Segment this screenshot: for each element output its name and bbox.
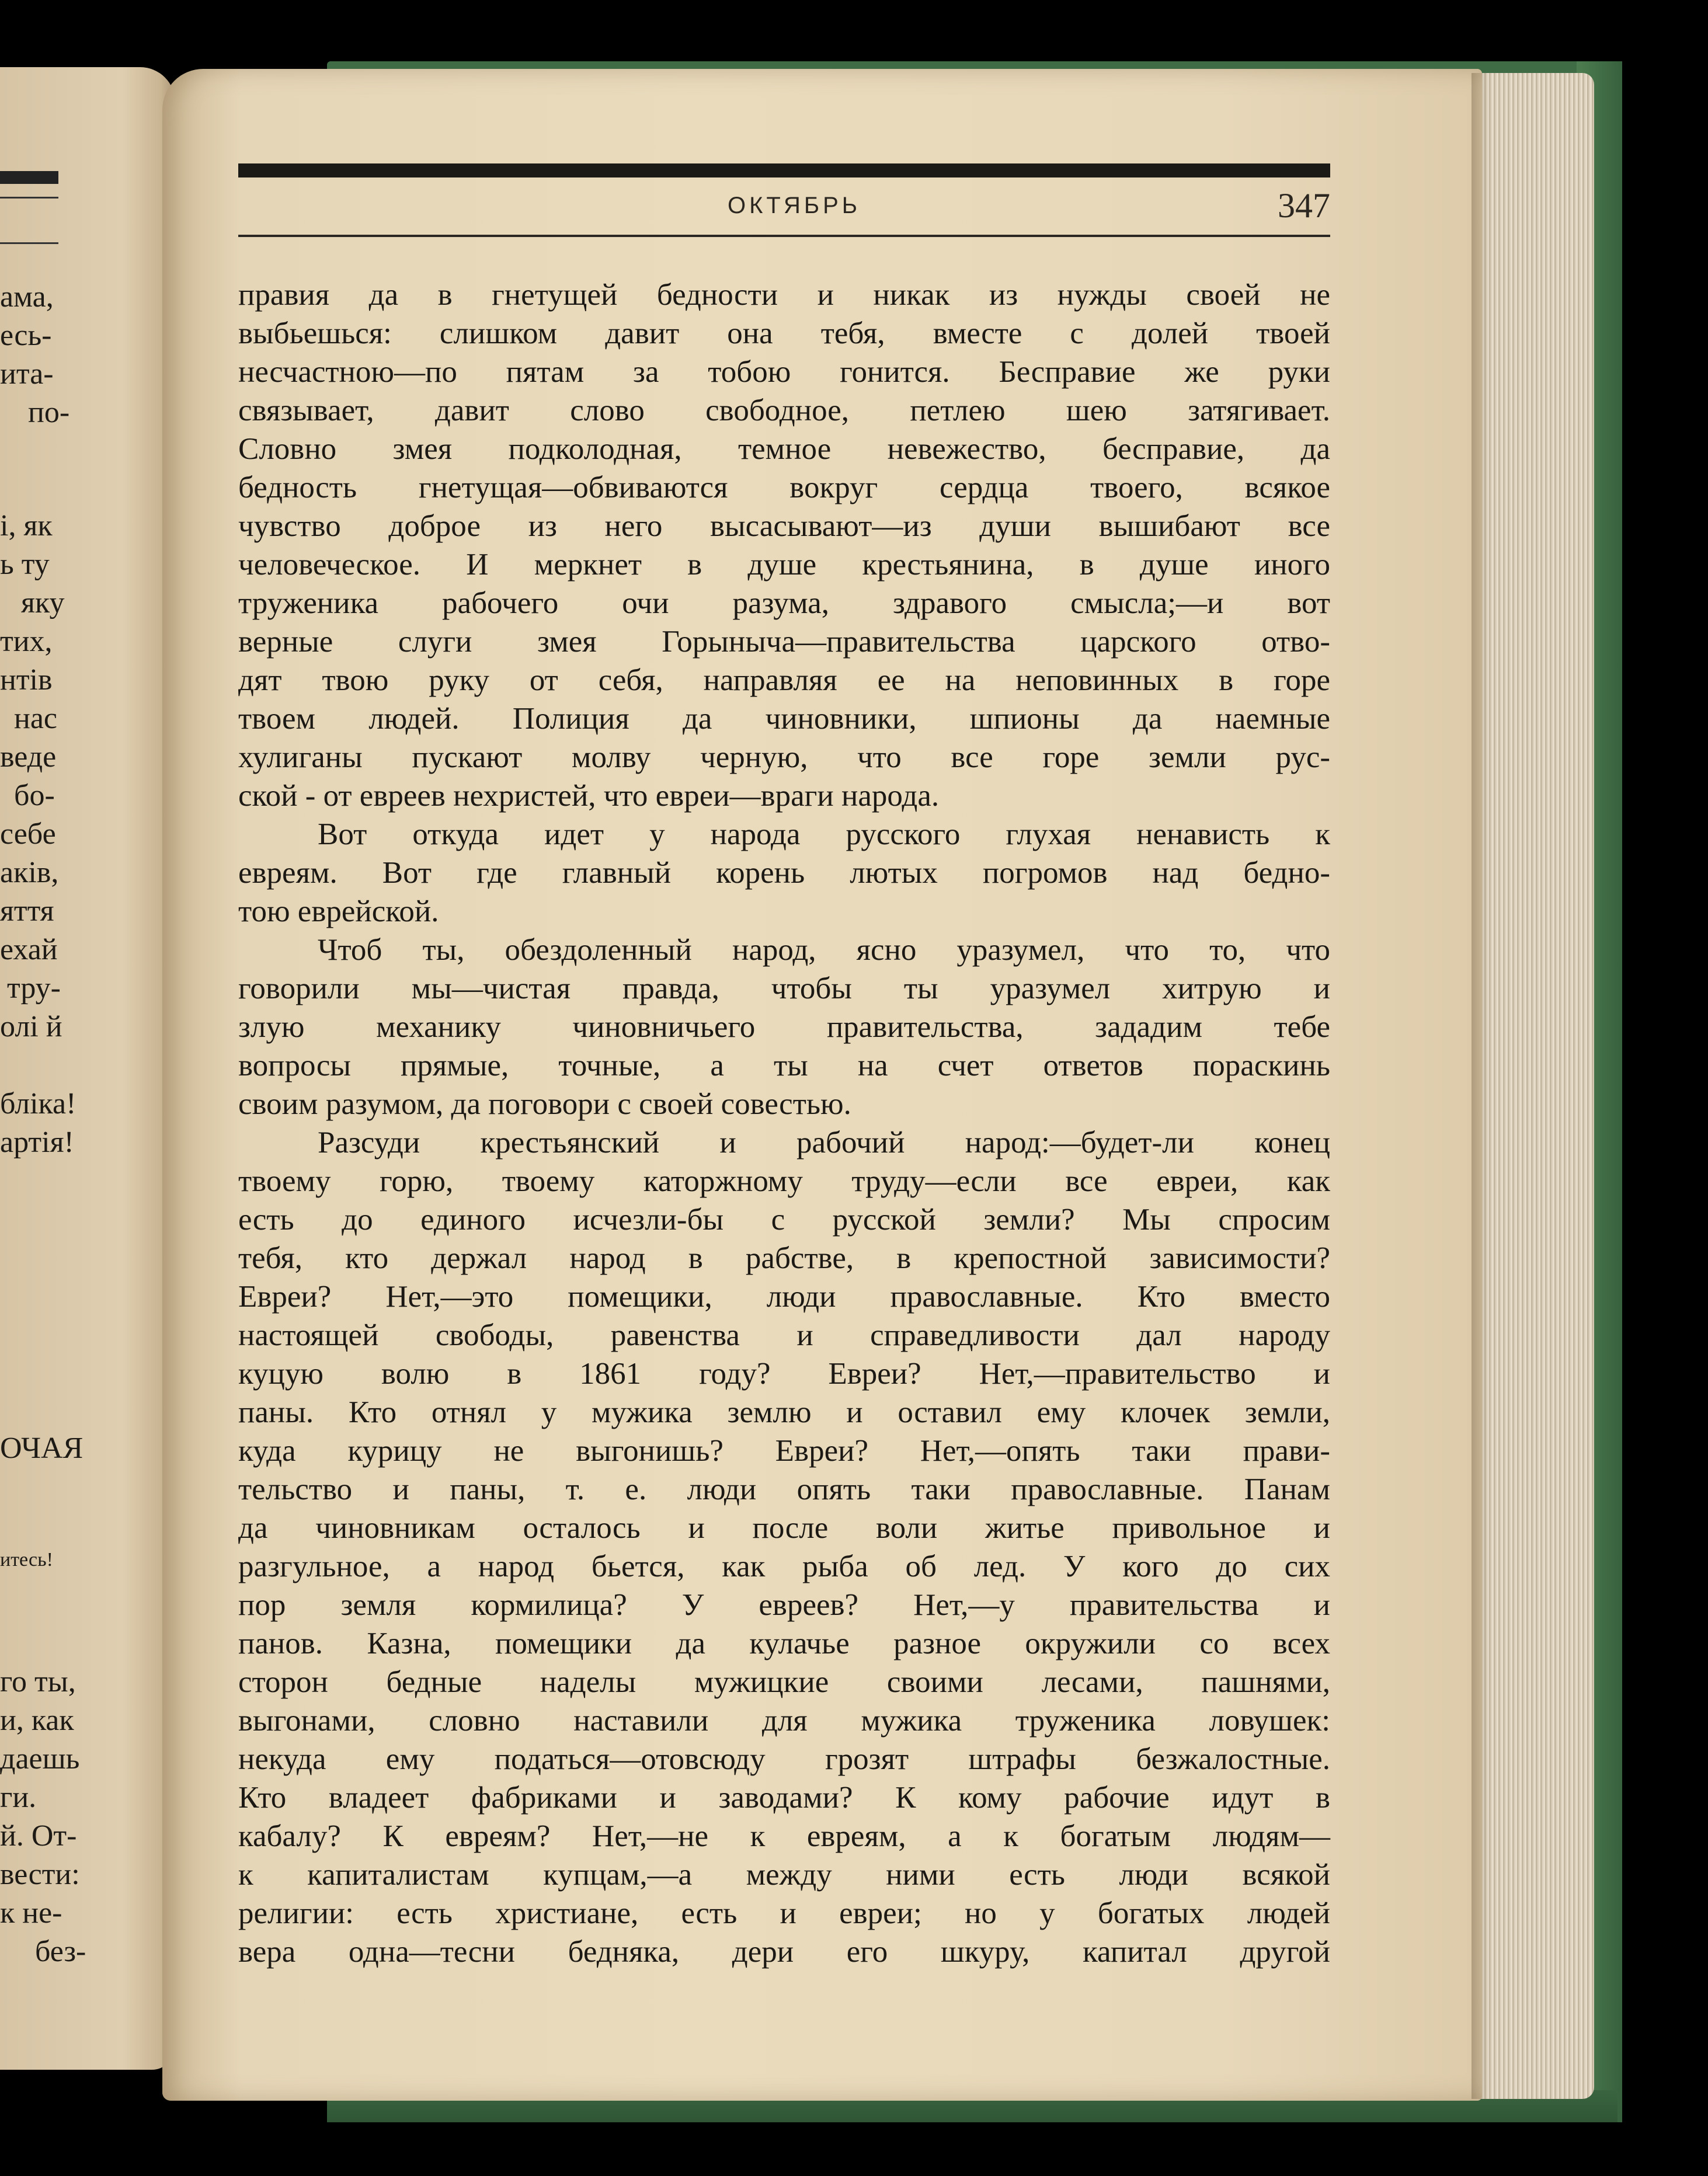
left-fragment: олі й [0, 1010, 62, 1043]
text-line: своим разумом, да поговори с своей совестью. [238, 1087, 851, 1121]
text-line: Разсуди крестьянский и рабочий народ:—будет-ли конец [318, 1126, 1330, 1160]
running-head: ОКТЯБРЬ [727, 193, 861, 218]
left-fragment: бо- [14, 779, 55, 812]
text-line: выбьешься: слишком давит она тебя, вместе с долей твоей [238, 316, 1330, 350]
text-line: пор земля кормилица? У евреев? Нет,—у правительства и [238, 1588, 1330, 1622]
text-line: говорили мы—чистая правда, чтобы ты уразумел хитрую и [238, 972, 1330, 1005]
text-line: некуда ему податься—отовсюду грозят штрафы безжалостные. [238, 1742, 1330, 1776]
left-facing-page [0, 67, 175, 2070]
text-line: чувство доброе из него высасывают—из души вышибают все [238, 509, 1330, 543]
left-header-rule-thin-lower [0, 242, 58, 244]
left-fragment: артія! [0, 1126, 74, 1159]
left-fragment: к не- [0, 1896, 62, 1930]
text-line: правия да в гнетущей бедности и никак из нужды своей не [238, 278, 1330, 312]
header-rule-thick [238, 163, 1330, 177]
left-fragment: и, как [0, 1704, 74, 1737]
text-line: Вот откуда идет у народа русского глухая ненависть к [318, 817, 1330, 851]
text-line: паны. Кто отнял у мужика землю и оставил ему клочек земли, [238, 1395, 1330, 1429]
text-line: верные слуги змея Горыныча—правительства царского отво- [238, 625, 1330, 659]
text-line: труженика рабочего очи разума, здравого смысла;—и вот [238, 586, 1330, 620]
text-line: человеческое. И меркнет в душе крестьянина, в душе иного [238, 548, 1330, 582]
text-line: куцую волю в 1861 году? Евреи? Нет,—правительство и [238, 1357, 1330, 1391]
text-line: выгонами, словно наставили для мужика труженика ловушек: [238, 1704, 1330, 1738]
text-line: есть до единого исчезли-бы с русской земли? Мы спросим [238, 1203, 1330, 1237]
text-line: несчастною—по пятам за тобою гонится. Бесправие же руки [238, 355, 1330, 389]
text-line: хулиганы пускают молву черную, что все горе земли рус- [238, 740, 1330, 774]
left-fragment: вести: [0, 1858, 80, 1891]
text-line: ской - от евреев нехристей, что евреи—враги народа. [238, 779, 940, 813]
header-rule-thin [238, 235, 1330, 237]
text-line: разгульное, а народ бьется, как рыба об лед. У кого до сих [238, 1550, 1330, 1583]
left-fragment: есь- [0, 319, 52, 352]
left-fragment: нас [14, 702, 57, 735]
text-line: связывает, давит слово свободное, петлею шею затягивает. [238, 394, 1330, 427]
text-line: Словно змея подколодная, темное невежество, бесправие, да [238, 432, 1330, 466]
left-fragment: нтів [0, 663, 53, 697]
text-line: к капиталистам купцам,—а между ними есть люди всякой [238, 1858, 1330, 1892]
text-line: евреям. Вот где главный корень лютых погромов над бедно- [238, 856, 1330, 890]
left-fragment: тих, [0, 625, 53, 658]
left-fragment: ехай [0, 933, 58, 966]
left-fragment: тру- [7, 972, 61, 1005]
page-number: 347 [1278, 186, 1330, 225]
text-line: вопросы прямые, точные, а ты на счет ответов пораскинь [238, 1049, 1330, 1082]
left-fragment: яку [21, 586, 65, 619]
left-fragment: себе [0, 817, 56, 851]
left-fragment: ОЧАЯ [0, 1432, 84, 1465]
text-line: Чтоб ты, обездоленный народ, ясно уразумел, что то, что [318, 933, 1330, 967]
left-fragment: яття [0, 894, 54, 928]
left-fragment: ь ту [0, 548, 50, 581]
text-line: религии: есть христиане, есть и евреи; но у богатых людей [238, 1896, 1330, 1930]
left-fragment: й. От- [0, 1819, 77, 1853]
left-fragment: по- [28, 396, 70, 429]
text-line: тельство и паны, т. е. люди опять таки православные. Панам [238, 1472, 1330, 1506]
left-fragment: без- [35, 1935, 86, 1968]
text-line: бедность гнетущая—обвиваются вокруг сердца твоего, всякое [238, 471, 1330, 504]
left-fragment: ама, [0, 280, 54, 314]
text-line: твоему горю, твоему каторжному труду—если все евреи, как [238, 1164, 1330, 1198]
left-fragment: итесь! [0, 1549, 53, 1571]
left-fragment: аків, [0, 856, 59, 889]
left-fragment: веде [0, 740, 57, 774]
text-line: панов. Казна, помещики да кулачье разное окружили со всех [238, 1627, 1330, 1660]
left-header-rule-thin [0, 197, 58, 199]
left-fragment: ита- [0, 357, 54, 391]
page-body-text [238, 276, 1330, 1971]
text-line: дят твою руку от себя, направляя ее на неповинных в горе [238, 663, 1330, 697]
text-line: настоящей свободы, равенства и справедливости дал народу [238, 1318, 1330, 1352]
text-line: вера одна—тесни бедняка, дери его шкуру, капитал другой [238, 1935, 1330, 1969]
text-line: тебя, кто держал народ в рабстве, в крепостной зависимости? [238, 1241, 1330, 1275]
page-edge-shadow [1472, 73, 1489, 2099]
left-fragment: ги. [0, 1781, 37, 1814]
text-line: куда курицу не выгонишь? Евреи? Нет,—опять таки прави- [238, 1434, 1330, 1468]
left-fragment: даешь [0, 1742, 80, 1775]
left-fragment: го ты, [0, 1665, 76, 1698]
text-line: тою еврейской. [238, 894, 439, 928]
text-line: твоем людей. Полиция да чиновники, шпионы да наемные [238, 702, 1330, 736]
text-line: злую механику чиновничьего правительства, зададим тебе [238, 1010, 1330, 1044]
left-header-rule [0, 171, 58, 184]
left-fragment: і, як [0, 509, 53, 542]
text-line: да чиновникам осталось и после воли житье привольное и [238, 1511, 1330, 1545]
page-block-edges [1477, 73, 1594, 2099]
text-line: Кто владеет фабриками и заводами? К кому рабочие идут в [238, 1781, 1330, 1815]
text-line: сторон бедные наделы мужицкие своими лесами, пашнями, [238, 1665, 1330, 1699]
left-fragment: бліка! [0, 1087, 76, 1120]
text-line: кабалу? К евреям? Нет,—не к евреям, а к богатым людям— [238, 1819, 1330, 1853]
text-line: Евреи? Нет,—это помещики, люди православные. Кто вместо [238, 1280, 1330, 1314]
